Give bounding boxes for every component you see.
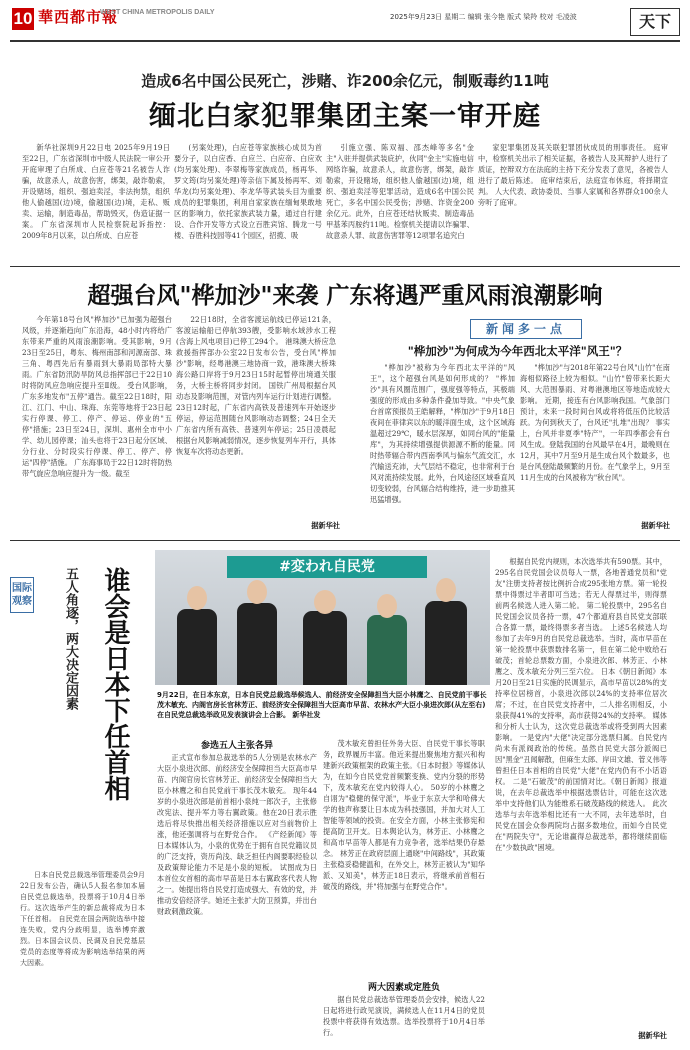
story1-headline: 缅北白家犯罪集团主案一审开庭 [149,101,541,132]
candidate-figure [177,609,217,685]
candidate-figure [367,615,407,685]
newspaper-brand-en: WEST CHINA METROPOLIS DAILY [100,9,215,16]
story1-col1: 新华社深圳9月22日电 2025年9月19日至22日，广东省深圳市中级人民法院一审公开开庭审理了白所成、白应苍等21名被告人诈骗，故意杀人，故意伤害，绑架，敲诈勒索，开设赌场，组织、强迫卖淫，非法拘禁，组织他人偷越国(边)境，偷越国(边)境，走私、贩卖、运输，制造毒品，帮助毁灭，伪造证据一案。 广东省深圳市人民检察院起诉指控：2009年8月以来，以白所成、白应苍 [22,143,170,240]
story1-col4: 家犯罪集团及其关联犯罪团伙成员的刑事责任。 庭审中，检察机关出示了相关证据，各被告人及其辩护人进行了质证，控辩双方在法庭的主持下充分发表了意见，各被告人进行了最后陈述。 庭审结束后，法庭宣布休庭，将择期宣判。 人大代表、政协委员、当事人家属和各界群众100余人旁听了庭审。 [478,143,668,207]
candidate-figure [303,611,347,685]
story2-rule [10,540,680,541]
story3-mid-col2: 茂木敏充曾担任外务大臣、自民党干事长等职务，政界履历丰富。他近来提出聚焦地方振兴和构建新兴政策框架的政策主张。《日本时报》等媒体认为，在如今自民党党首频繁变换、党内分裂的形势下，茂木敏充在党内较得人心。 50岁的小林鹰之自诩为"稳健的保守派"，毕业于东京大学和哈佛大学的他声称要让日本成为科技强国，并加大对人工智能等领域的投资。在安全方面，小林主张修宪和提高防卫开支。日本舆论认为，林芳正、小林鹰之和高市早苗等人都是有力竞争者，选举结果仍存悬念。 林芳正在政府层面上通晓"中间路线"，其政策主张稳妥稳健温和，在外交上，林芳正被认为"知华派、又知美"，林芳正18日表示，将继承前首相石破茂的路线，并"将加强与在野党合作"。 [323,739,485,891]
candidate-face [436,578,456,602]
story3-left-col: 日本自民党总裁选举管理委员会9月22日发布公告，确认5人报名参加本届自民党总裁选举，投票将于10月4日举行。这次选举产生的新总裁将成为日本下任首相。 自民党在国会两院选举中接连失败，党内分歧明显，选举博弈激烈。日本国会议员、民调及自民党基层党员的态度等将成为影响选举结果的两大因素。 [20,871,145,967]
candidate-face [187,586,207,610]
story2-headline: 超强台风"桦加沙"来袭 广东将遇严重风雨浪潮影响 [87,282,603,309]
photo-caption: 9月22日，在日本东京，日本自民党总裁选举候选人、前经济安全保障担当大臣小林鹰之、自民党前干事长茂木敏充、内阁官房长官林芳正、前经济安全保障担当大臣高市早苗、农林水产大臣小泉进次郎(从左至右)在自民党总裁选举政见发表演讲会上合影。 新华社发 [157,691,487,719]
story2-box-col2: "桦加沙"与2018年第22号台风"山竹"在南海相似路径上较为相似。"山竹"曾带来长距大风、大范围暴雨、对粤港澳地区等地造成较大影响。 近期，接连有台风影响我国。气象部门预计，未来一段时间台风或将将低压仍比较活跃。为何到秋天了，台风还"扎堆"出现？ 事实上，台风并非夏季"特产"，一年四季都会有台风生成。登陆我国的台风最早在4月，最晚则在12月，其中7月至9月是生成台风个数最多，也是台风登陆最频繁的月份。在气象学上，9月至11月生成的台风被称为"秋台风"。 [520,363,670,482]
story1-kicker: 造成6名中国公民死亡，涉赌、诈200余亿元，制贩毒约11吨 [141,72,549,90]
story1-col2: (另案处理)，白应苍等家族核心成员为首要分子，以白应香、白应兰、白应帝、白应欢(均另案处理)、李翠梅等家族成员，杨再华、罗文筠(均另案处理)等亲信下属及杨再军、刘华龙(均另案处理)、李龙华等武装头目为重要成员的犯罪集团，利用自家家族在缅甸果敢地区的影响力，依托家族武装力量，通过自行建设、合作开发等方式设立百胜宾馆、腾龙一号楼、吞胜科技园等41个园区，招揽、吸 [174,143,322,240]
story3-subhead-2: 两大因素或定胜负 [367,983,440,993]
story2-col2: 22日18时，全省客渡运航线已停运121条，客渡运输船已停航393艘，受影响水域涉水工程(含海上风电项目)已停工294个。 港珠澳大桥应急救援指挥部办公室22日发布公告，受台风"桦加沙"影响，经粤港澳三地协商一致，港珠澳大桥珠海公路口岸将于9月23日15时起暂停出境通关服务，大桥主桥将同步封闭。 国铁广州局根据台风动态及影响范围，对管内列车运行计划进行调整。23日12时起，广东省内高铁及普速列车开始逐步停运，停运范围随台风影响动态调整；24日全天广东省内所有高铁、普速列车停运；25日凌晨起根据台风影响减弱情况，逐步恢复列车开行，具体恢复车次将动态更新。 [176,315,336,456]
story2-author: 据新华社 [311,521,340,530]
story1-col3: 引施立强、陈双福、邵杰峰等多名"金主"入驻并提供武装庇护，伙同"金主"实施电信网络诈骗，故意杀人，故意伤害，绑架，敲诈勒索，开设赌场，组织他人偷越国(边)境，组织、强迫卖淫等犯罪活动，造成6名中国公民死亡，多名中国公民受伤；涉赌、诈资金200余亿元。此外，白应苍还结伙贩卖、制造毒品甲基苯丙胺约11吨。检察机关提请以诈骗罪、故意杀人罪、故意伤害罪等12项罪名追究白 [326,143,474,240]
story3-right-col: 根据自民党内规则，本次选举共有590票。其中，295名自民党国会议员每人一票，各地普通党员和"党友"注册支持者按比例折合成295张地方票。第一轮投票中得票过半者即可当选；若无人得票过半，则得票前两名候选人进入第二轮。 第二轮投票中，295名自民党国会议员各持一票，47个都道府县自民党支部联合各算一票，最终得票多者当选。 上述5名候选人均参加了去年9月的自民党总裁选举。当时，高市早苗在第一轮投票中获票数排名第一，但在第二轮中败给石破茂；首轮总票数方面，小泉进次郎、林芳正、小林鹰之、茂木敏充分列三至六位。 日本《朝日新闻》本月20日至21日实施的民调显示，高市早苗以28%的支持率位居榜首，小泉进次郎以24%的支持率位居次席；不过，在自民党支持者中，二人排名则相反，小泉获得41%的支持率，高市获得24%的支持率。 媒体和分析人士认为，这次党总裁选举或将受到两大因素影响。 一是党内"大佬"决定部分选票归属。自民党内尚未有派阀政治的传统。虽然自民党大部分派阀已因"黑金"丑闻解散，但麻生太郎、岸田文雄、菅义伟等曾担任日本首相的自民党"大佬"在党内仍有不小话语权。 二是"石破茂"的前国情对比。《朝日新闻》报道说，在去年总裁选举中根据选票估计，可能在这次选举中支持他们认为能维系石破茂路线的候选人。 此次选举与去年选举相比还有一大不同，去年选举时，自民党在国会众参两院均占据多数地位，而如今自民党在"两院失守"，无论谁赢得总裁选举，都将继续面临在"少数执政"困境。 [495,557,667,852]
story2-col1: 今年第18号台风"桦加沙"已加强为超强台风级，并逐渐趋向广东沿海，48小时内将给广东带来严重的风雨浪潮影响。受其影响，9月23日至25日，粤东、梅州南部和河源南部、珠三角、粤西先后有暴雨到大暴雨局部特大暴雨。广东省防汛防旱防风总指挥部已于22日10时将防风应急响应提升至Ⅱ级。 受台风影响，广东多地发布"五停"通告。截至22日18时，阳江、江门、中山、珠海、东莞等地将于23日起实行停课、停工、停产、停运、停业的"五停"措施；23日至24日，深圳、惠州全市中小学、幼儿园停课；汕头也将于23日起分区域、分行业、分时段实行停课、停工、停产、停运"四停"措施。 广东海事局于22日12时将防热带气旋应急响应提升为一级。截至 [22,315,172,478]
story3-author: 据新华社 [638,1031,667,1040]
story3-mid-col3: 据自民党总裁选举管理委员会安排，候选人22日起将进行政见演说，满候选人在11月4日的党员投票中将获得有效选票。选举投票将于10月4日举行。 [323,995,485,1037]
candidates-photo [155,550,490,685]
story3-subhead-1: 参选五人主张各异 [200,741,273,751]
column-tag: 国际观察 [10,577,34,613]
candidate-face [377,594,397,618]
page-header [0,0,690,50]
story2-box-headline: "桦加沙"为何成为今年西北太平洋"风王"？ [407,344,628,358]
news-more-label: 新闻多一点 [470,319,582,339]
candidate-figure [425,601,467,685]
story2-box-col1: "桦加沙"被称为今年西北太平洋的"风王"，这个超强台风是如何形成的？ "桦加沙"具有风圈范围广，强度强等特点，其极端强度的形成由多种条件叠加导致。"中央气象台首席预报员王皓解释，"桦加沙"于9月18日夜间在菲律宾以东的暖洋面生成，这个区域海温超过29℃，暖水层深厚，如同台风的"能量库"，为其持续增强提供源源不断的能量。同时热带辐合带内西南季风与偏东气流交汇，水汽输送充沛，大气层结不稳定，也非常利于台风对流持续发展。此外，台风途径区域垂直风切变较弱，台风辐合结构维持，进一步助推其迅猛增强。 [370,363,515,504]
page-number: 10 [13,9,33,28]
issue-meta: 2025年9月23日 星期二 编辑 张今艳 版式 梁羚 校对 毛凌波 [390,13,577,21]
header-rule [10,40,680,42]
newspaper-brand: 華西都市報 [38,8,119,26]
candidate-face [247,580,267,604]
story3-mid-col1: 正式宣布参加总裁选举的5人分别是农林水产大臣小泉进次郎、前经济安全保障担当大臣高市早苗、内阁官房长官林芳正、前经济安全保障担当大臣小林鹰之和自民党前干事长茂木敏充。 现年44岁的小泉进次郎是前首相小泉纯一郎次子，主张修改宪法、提升军力等右翼政策。他在20日表示胜选后将尽快推出相关经济措施以应对当前物价上涨，他还强调将与在野党合作。 《产经新闻》等日本媒体认为，小泉的优势在于拥有自民党籍议员的广泛支持，资历尚浅、缺乏担任内阁要职经验以及政策辩论能力不足是小泉的短板。 试图成为日本首位女首相的高市早苗是日本右翼政客代表人物之一。她提出将自民党打造成强大、有效的党，并推动安倍经济学。她还主张扩大防卫预算，并出台财政刺激政策。 [157,753,317,916]
photo-banner: #変われ自民党 [227,556,427,578]
section-tag: 天下 [630,8,680,36]
story3-subtitle: 五人角逐，两大决定因素 [63,567,78,710]
candidate-figure [237,603,277,685]
story3-headline: 谁会是日本下任首相 [100,567,130,801]
candidate-face [314,590,336,614]
story2-box-author: 据新华社 [641,521,670,530]
story1-rule [10,266,680,267]
